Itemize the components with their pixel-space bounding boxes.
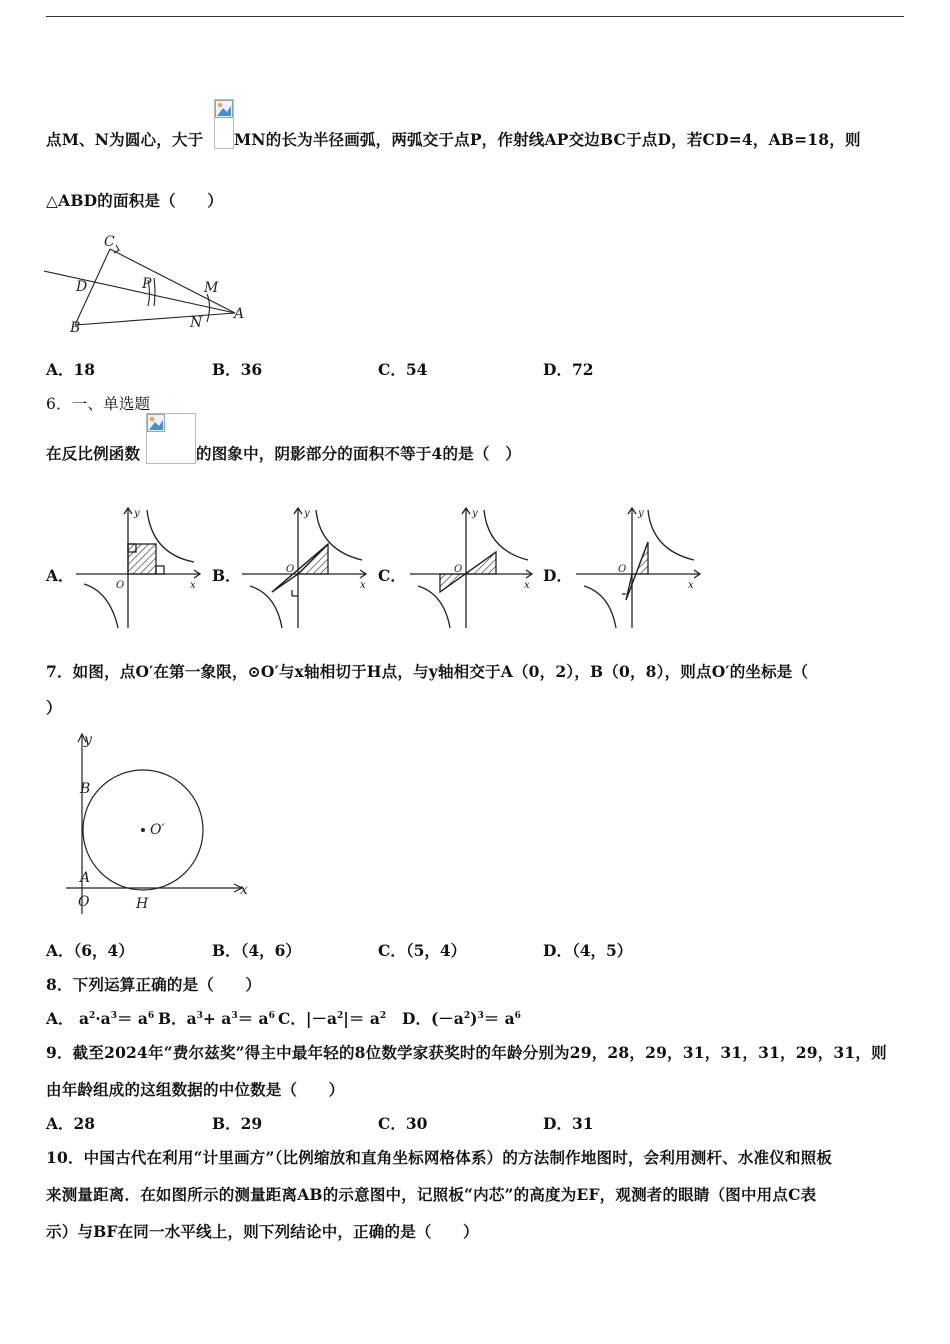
svg-text:y: y [134,508,140,519]
q9-option-b: B．29 [212,1114,263,1133]
label-a: A [234,306,245,322]
q10-line2: 来测量距离．在如图所示的测量距离AB的示意图中，记照板“内芯”的高度为EF，观测者的眼睛（图中用点C表 [46,1185,817,1204]
svg-text:x: x [190,580,196,591]
q9-line2: 由年龄组成的这组数据的中位数是（ ） [46,1080,345,1099]
svg-text:O′: O′ [150,822,165,838]
broken-image-placeholder [146,413,196,464]
q5-option-c: C．54 [378,360,428,379]
svg-text:x: x [524,580,530,591]
label-m: M [204,280,219,296]
label-c: C [104,234,115,250]
q8-option-c: C．$|-a^2|= a^2$ [278,1009,387,1028]
q7-option-c: C．（5，4） [378,941,467,960]
svg-text:B: B [80,781,91,797]
svg-text:H: H [136,896,149,912]
image-icon [215,100,233,118]
q5-line2: △ABD的面积是（ ） [46,191,223,210]
broken-image-placeholder [214,99,234,149]
q8-option-d: D．$(-a^2)^3= a^6$ [402,1009,521,1028]
q6-stem-b: 的图象中，阴影部分的面积不等于4的是（ ） [196,444,521,463]
q8-option-a: A． $a^2\cdot a^3= a^6$ [46,1009,155,1028]
q6-graph-a [70,502,208,630]
q5-line1-a: 点M、N为圆心，大于 [46,130,204,149]
q8-stem: 8．下列运算正确的是（ ） [46,975,262,994]
q10-line3: 示）与BF在同一水平线上，则下列结论中，正确的是（ ） [46,1222,479,1241]
q10-line1: 10．中国古代在利用“计里画方”（比例缩放和直角坐标网格体系）的方法制作地图时，会利用测杆、水准仪和照板 [46,1148,833,1167]
q9-option-c: C．30 [378,1114,428,1133]
q5-option-d: D．72 [543,360,594,379]
svg-text:O: O [286,564,295,575]
q5-line1-b: MN的长为半径画弧，两弧交于点P，作射线AP交边BC于点D，若CD=4，AB=18，则 [234,130,861,149]
svg-text:O: O [618,564,627,575]
q7-circle-figure [62,728,254,918]
svg-text:O: O [78,894,90,910]
svg-text:x: x [688,580,694,591]
q5-triangle-figure [44,228,248,336]
label-n: N [190,315,203,331]
q6-option-b-label: B． [212,566,241,585]
svg-text:y: y [638,508,644,519]
svg-text:x: x [360,580,366,591]
svg-text:y: y [304,508,310,519]
q6-option-d-label: D． [543,566,572,585]
q6-graph-d [570,502,706,630]
svg-text:A: A [80,870,91,886]
svg-text:y: y [84,732,92,748]
q9-option-a: A．28 [46,1114,96,1133]
q7-stem-line2: ） [46,698,62,717]
q6-header: 6．一、单选题 [46,395,151,413]
label-d: D [76,279,88,295]
q5-option-a: A．18 [46,360,96,379]
q8-option-b: B．$a^3+ a^3= a^6$ [158,1009,275,1028]
q6-option-a-label: A． [46,566,74,585]
header-rule [46,16,904,17]
q9-line1: 9．截至2024年“费尔兹奖”得主中最年轻的8位数学家获奖时的年龄分别为29，28，29，31，31，31，29，31，则 [46,1043,887,1062]
q6-graph-c [404,502,538,630]
q6-graph-b [236,502,374,630]
q7-stem-line1: 7．如图，点O′在第一象限，⊙O′与x轴相切于H点，与y轴相交于A（0，2），B（0，8），则点O′的坐标是（ [46,662,809,681]
svg-text:y: y [472,508,478,519]
image-icon [147,414,165,432]
q7-option-d: D．（4，5） [543,941,633,960]
svg-text:x: x [240,882,248,898]
q7-option-b: B．（4，6） [212,941,301,960]
q6-stem-a: 在反比例函数 [46,444,141,463]
label-b: B [70,320,81,336]
q7-option-a: A．（6，4） [46,941,134,960]
svg-text:O: O [454,564,463,575]
q9-option-d: D．31 [543,1114,594,1133]
label-p: P [142,276,152,292]
q6-option-c-label: C． [378,566,406,585]
q5-option-b: B．36 [212,360,263,379]
svg-text:O: O [116,580,125,591]
